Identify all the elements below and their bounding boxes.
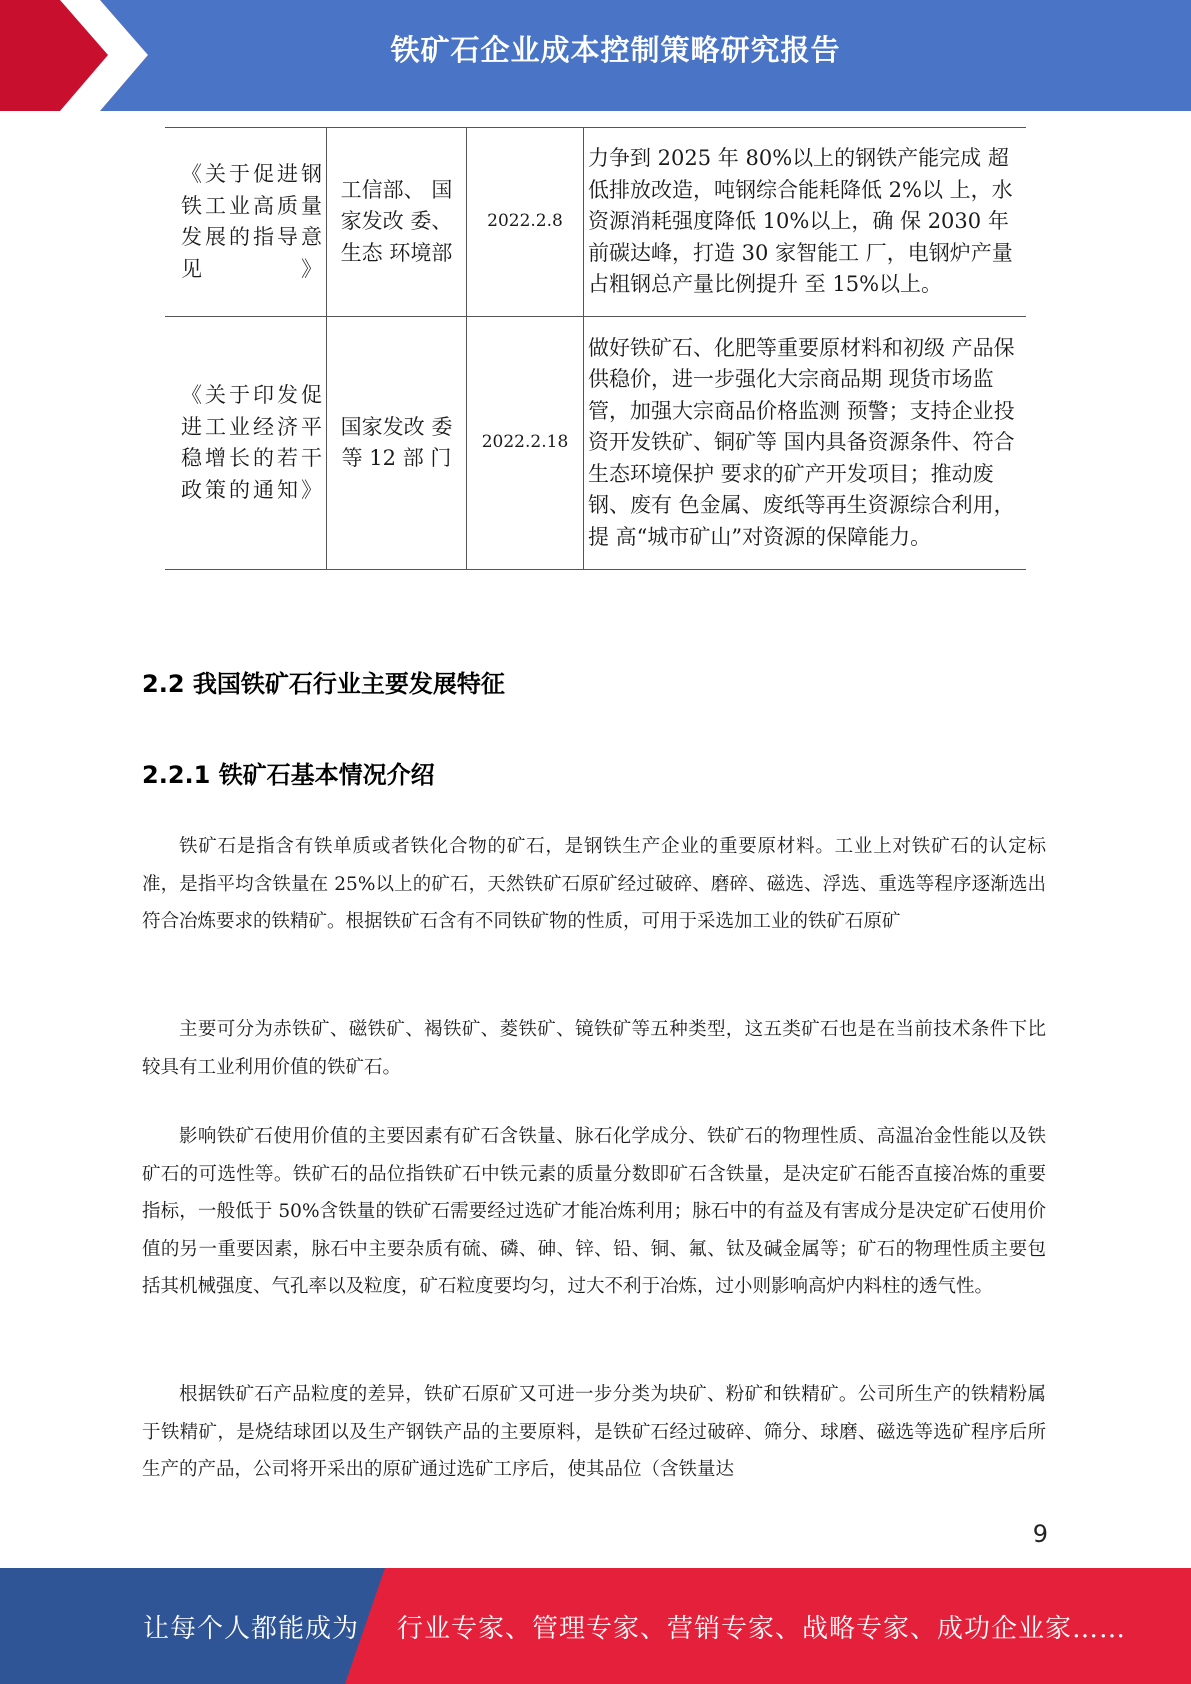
page-number: 9 — [1032, 1520, 1048, 1548]
table-row — [165, 317, 1026, 570]
policy-name-cell: 《关于印发促进工业经济平稳增长的若干政策的通知》 — [165, 317, 327, 570]
body-paragraph: 影响铁矿石使用价值的主要因素有矿石含铁量、脉石化学成分、铁矿石的物理性质、高温冶金性能以及铁矿石的可选性等。铁矿石的品位指铁矿石中铁元素的质量分数即矿石含铁量，是决定矿石能否直接冶炼的重要指标，一般低于 50%含铁量的铁矿石需要经过选矿才能冶炼利用；脉石中的有益及有害成分是决定矿石使用价值的另一重要因素，脉石中主要杂质有硫、磷、砷、锌、铅、铜、氟、钛及碱金属等；矿石的物理性质主要包括其机械强度、气孔率以及粒度，矿石粒度要均匀，过大不利于冶炼，过小则影响高炉内料柱的透气性。 — [142, 1126, 1046, 1297]
body-paragraph: 主要可分为赤铁矿、磁铁矿、褐铁矿、菱铁矿、镜铁矿等五种类型，这五类矿石也是在当前技术条件下比较具有工业利用价值的铁矿石。 — [142, 1019, 1046, 1078]
policy-content-cell: 力争到 2025 年 80%以上的钢铁产能完成 超低排放改造，吨钢综合能耗降低 2%以 上，水资源消耗强度降低 10%以上，确 保 2030 年前碳达峰，打造 30 家智能工 厂，电钢炉产量占粗钢总产量比例提升 至 15%以上。 — [584, 128, 1027, 317]
policy-name-cell: 《关于促进钢铁工业高质量发展的指导意见》 — [165, 128, 327, 317]
policy-date-cell: 2022.2.18 — [467, 317, 584, 570]
footer-slogan-left: 让每个人都能成为 — [143, 1614, 360, 1644]
report-title: 铁矿石企业成本控制策略研究报告 — [390, 33, 841, 67]
page-header — [0, 0, 1191, 111]
policy-table — [165, 127, 1026, 570]
body-paragraph: 根据铁矿石产品粒度的差异，铁矿石原矿又可进一步分类为块矿、粉矿和铁精矿。公司所生产的铁精粉属于铁精矿，是烧结球团以及生产钢铁产品的主要原料，是铁矿石经过破碎、筛分、球磨、磁选等选矿程序后所生产的产品，公司将开采出的原矿通过选矿工序后，使其品位（含铁量达 — [142, 1384, 1046, 1480]
section-heading: 2.2 我国铁矿石行业主要发展特征 — [142, 670, 505, 698]
footer-slogan-right: 行业专家、管理专家、营销专家、战略专家、成功企业家…… — [397, 1614, 1127, 1644]
policy-dept-cell: 国家发改 委等 12 部 门 — [327, 317, 467, 570]
policy-content-cell: 做好铁矿石、化肥等重要原材料和初级 产品保供稳价，进一步强化大宗商品期 现货市场监管，加强大宗商品价格监测 预警；支持企业投资开发铁矿、铜矿等 国内具备资源条件、符合生态环境保护 要求的矿产开发项目；推动废钢、废有 色金属、废纸等再生资源综合利用，提 高“城市矿山”对资源的保障能力。 — [584, 317, 1027, 570]
policy-dept-cell: 工信部、 国家发改 委、生态 环境部 — [327, 128, 467, 317]
body-paragraph: 铁矿石是指含有铁单质或者铁化合物的矿石，是钢铁生产企业的重要原材料。工业上对铁矿石的认定标准，是指平均含铁量在 25%以上的矿石，天然铁矿石原矿经过破碎、磨碎、磁选、浮选、重选等程序逐渐选出符合冶炼要求的铁精矿。根据铁矿石含有不同铁矿物的性质，可用于采选加工业的铁矿石原矿 — [142, 836, 1046, 932]
policy-date-cell: 2022.2.8 — [467, 128, 584, 317]
subsection-heading: 2.2.1 铁矿石基本情况介绍 — [142, 761, 435, 789]
table-row — [165, 128, 1026, 317]
page-footer — [0, 1568, 1191, 1684]
